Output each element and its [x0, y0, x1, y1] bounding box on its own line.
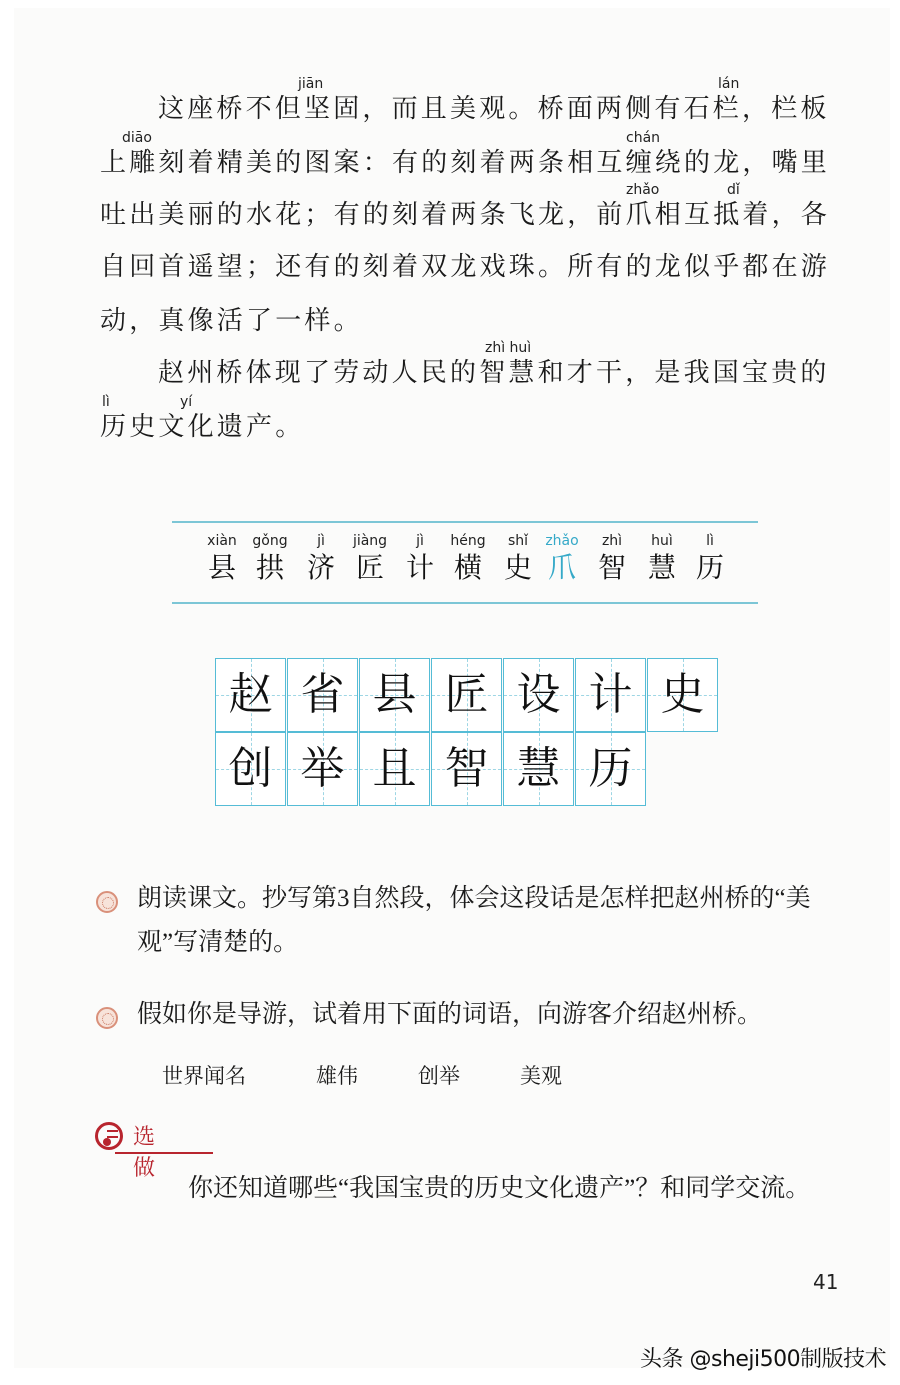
- char-item: huì 慧: [647, 533, 676, 584]
- exercise-1-line-2: 观”写清楚的。: [137, 929, 299, 956]
- char-item: xiàn 县: [207, 533, 237, 584]
- grid-cell: 历: [575, 732, 646, 806]
- char-item: jiàng 匠: [352, 533, 388, 584]
- grid-cell: 设: [503, 658, 574, 732]
- grid-cell: 县: [359, 658, 430, 732]
- bottom-rule: [172, 602, 758, 604]
- char-item: gǒng 拱: [252, 533, 288, 584]
- vocab-word: 创举: [418, 1064, 460, 1088]
- passage-line-4: 自回首遥望；还有的刻着双龙戏珠。所有的龙似乎都在游: [100, 252, 831, 282]
- page-number: 41: [813, 1270, 839, 1294]
- char-item: shǐ 史: [503, 533, 532, 584]
- exercise-bullet-icon: [96, 1007, 118, 1029]
- char-item: lì 历: [695, 533, 724, 584]
- grid-cell: 创: [215, 732, 286, 806]
- pinyin-jian: jiān: [298, 76, 324, 92]
- grid-cell: 慧: [503, 732, 574, 806]
- passage-line-7: 历史文化遗产。: [100, 412, 305, 442]
- pinyin-lan: lán: [718, 76, 740, 92]
- optional-text: 你还知道哪些“我国宝贵的历史文化遗产”？和同学交流。: [188, 1175, 811, 1202]
- grid-cell: 省: [287, 658, 358, 732]
- grid-cell: 举: [287, 732, 358, 806]
- top-rule: [172, 521, 758, 523]
- pinyin-diao: diāo: [122, 130, 152, 146]
- char-item-highlighted: zhǎo 爪: [545, 533, 579, 584]
- grid-cell: 史: [647, 658, 718, 732]
- passage-line-2: 上雕刻着精美的图案：有的刻着两条相互缠绕的龙，嘴里: [100, 148, 831, 178]
- grid-cell: 计: [575, 658, 646, 732]
- optional-underline: [115, 1152, 213, 1154]
- pinyin-yi: yí: [180, 394, 193, 410]
- exercise-bullet-icon: [96, 891, 118, 913]
- passage-line-5: 动，真像活了一样。: [100, 306, 363, 336]
- char-item: zhì 智: [597, 533, 626, 584]
- pinyin-zhao: zhǎo: [626, 182, 660, 198]
- passage-line-6: 赵州桥体现了劳动人民的智慧和才干，是我国宝贵的: [158, 358, 830, 388]
- grid-cell: 匠: [431, 658, 502, 732]
- vocab-word: 雄伟: [316, 1064, 358, 1088]
- grid-cell: 智: [431, 732, 502, 806]
- pinyin-zhihui: zhì huì: [485, 340, 532, 356]
- grid-cell: 且: [359, 732, 430, 806]
- exercise-2-text: 假如你是导游，试着用下面的词语，向游客介绍赵州桥。: [137, 1001, 763, 1028]
- optional-label: 选做: [133, 1125, 166, 1181]
- passage-line-3: 吐出美丽的水花；有的刻着两条飞龙，前爪相互抵着，各: [100, 200, 831, 230]
- passage-line-1: 这座桥不但坚固，而且美观。桥面两侧有石栏，栏板: [158, 94, 830, 124]
- watermark: 头条 @sheji500制版技术: [640, 1347, 887, 1372]
- recognize-chars-row: [172, 532, 758, 592]
- exercise-1-line-1: 朗读课文。抄写第3自然段，体会这段话是怎样把赵州桥的“美: [137, 885, 811, 912]
- optional-icon: [95, 1122, 123, 1150]
- vocab-word: 世界闻名: [162, 1064, 246, 1088]
- pinyin-di: dǐ: [727, 182, 740, 198]
- vocab-word: 美观: [520, 1064, 562, 1088]
- pinyin-chan: chán: [626, 130, 661, 146]
- char-item: jì 济: [306, 533, 335, 584]
- char-item: jì 计: [405, 533, 434, 584]
- pinyin-li: lì: [102, 394, 110, 410]
- char-item: héng 横: [450, 533, 486, 584]
- grid-cell: 赵: [215, 658, 286, 732]
